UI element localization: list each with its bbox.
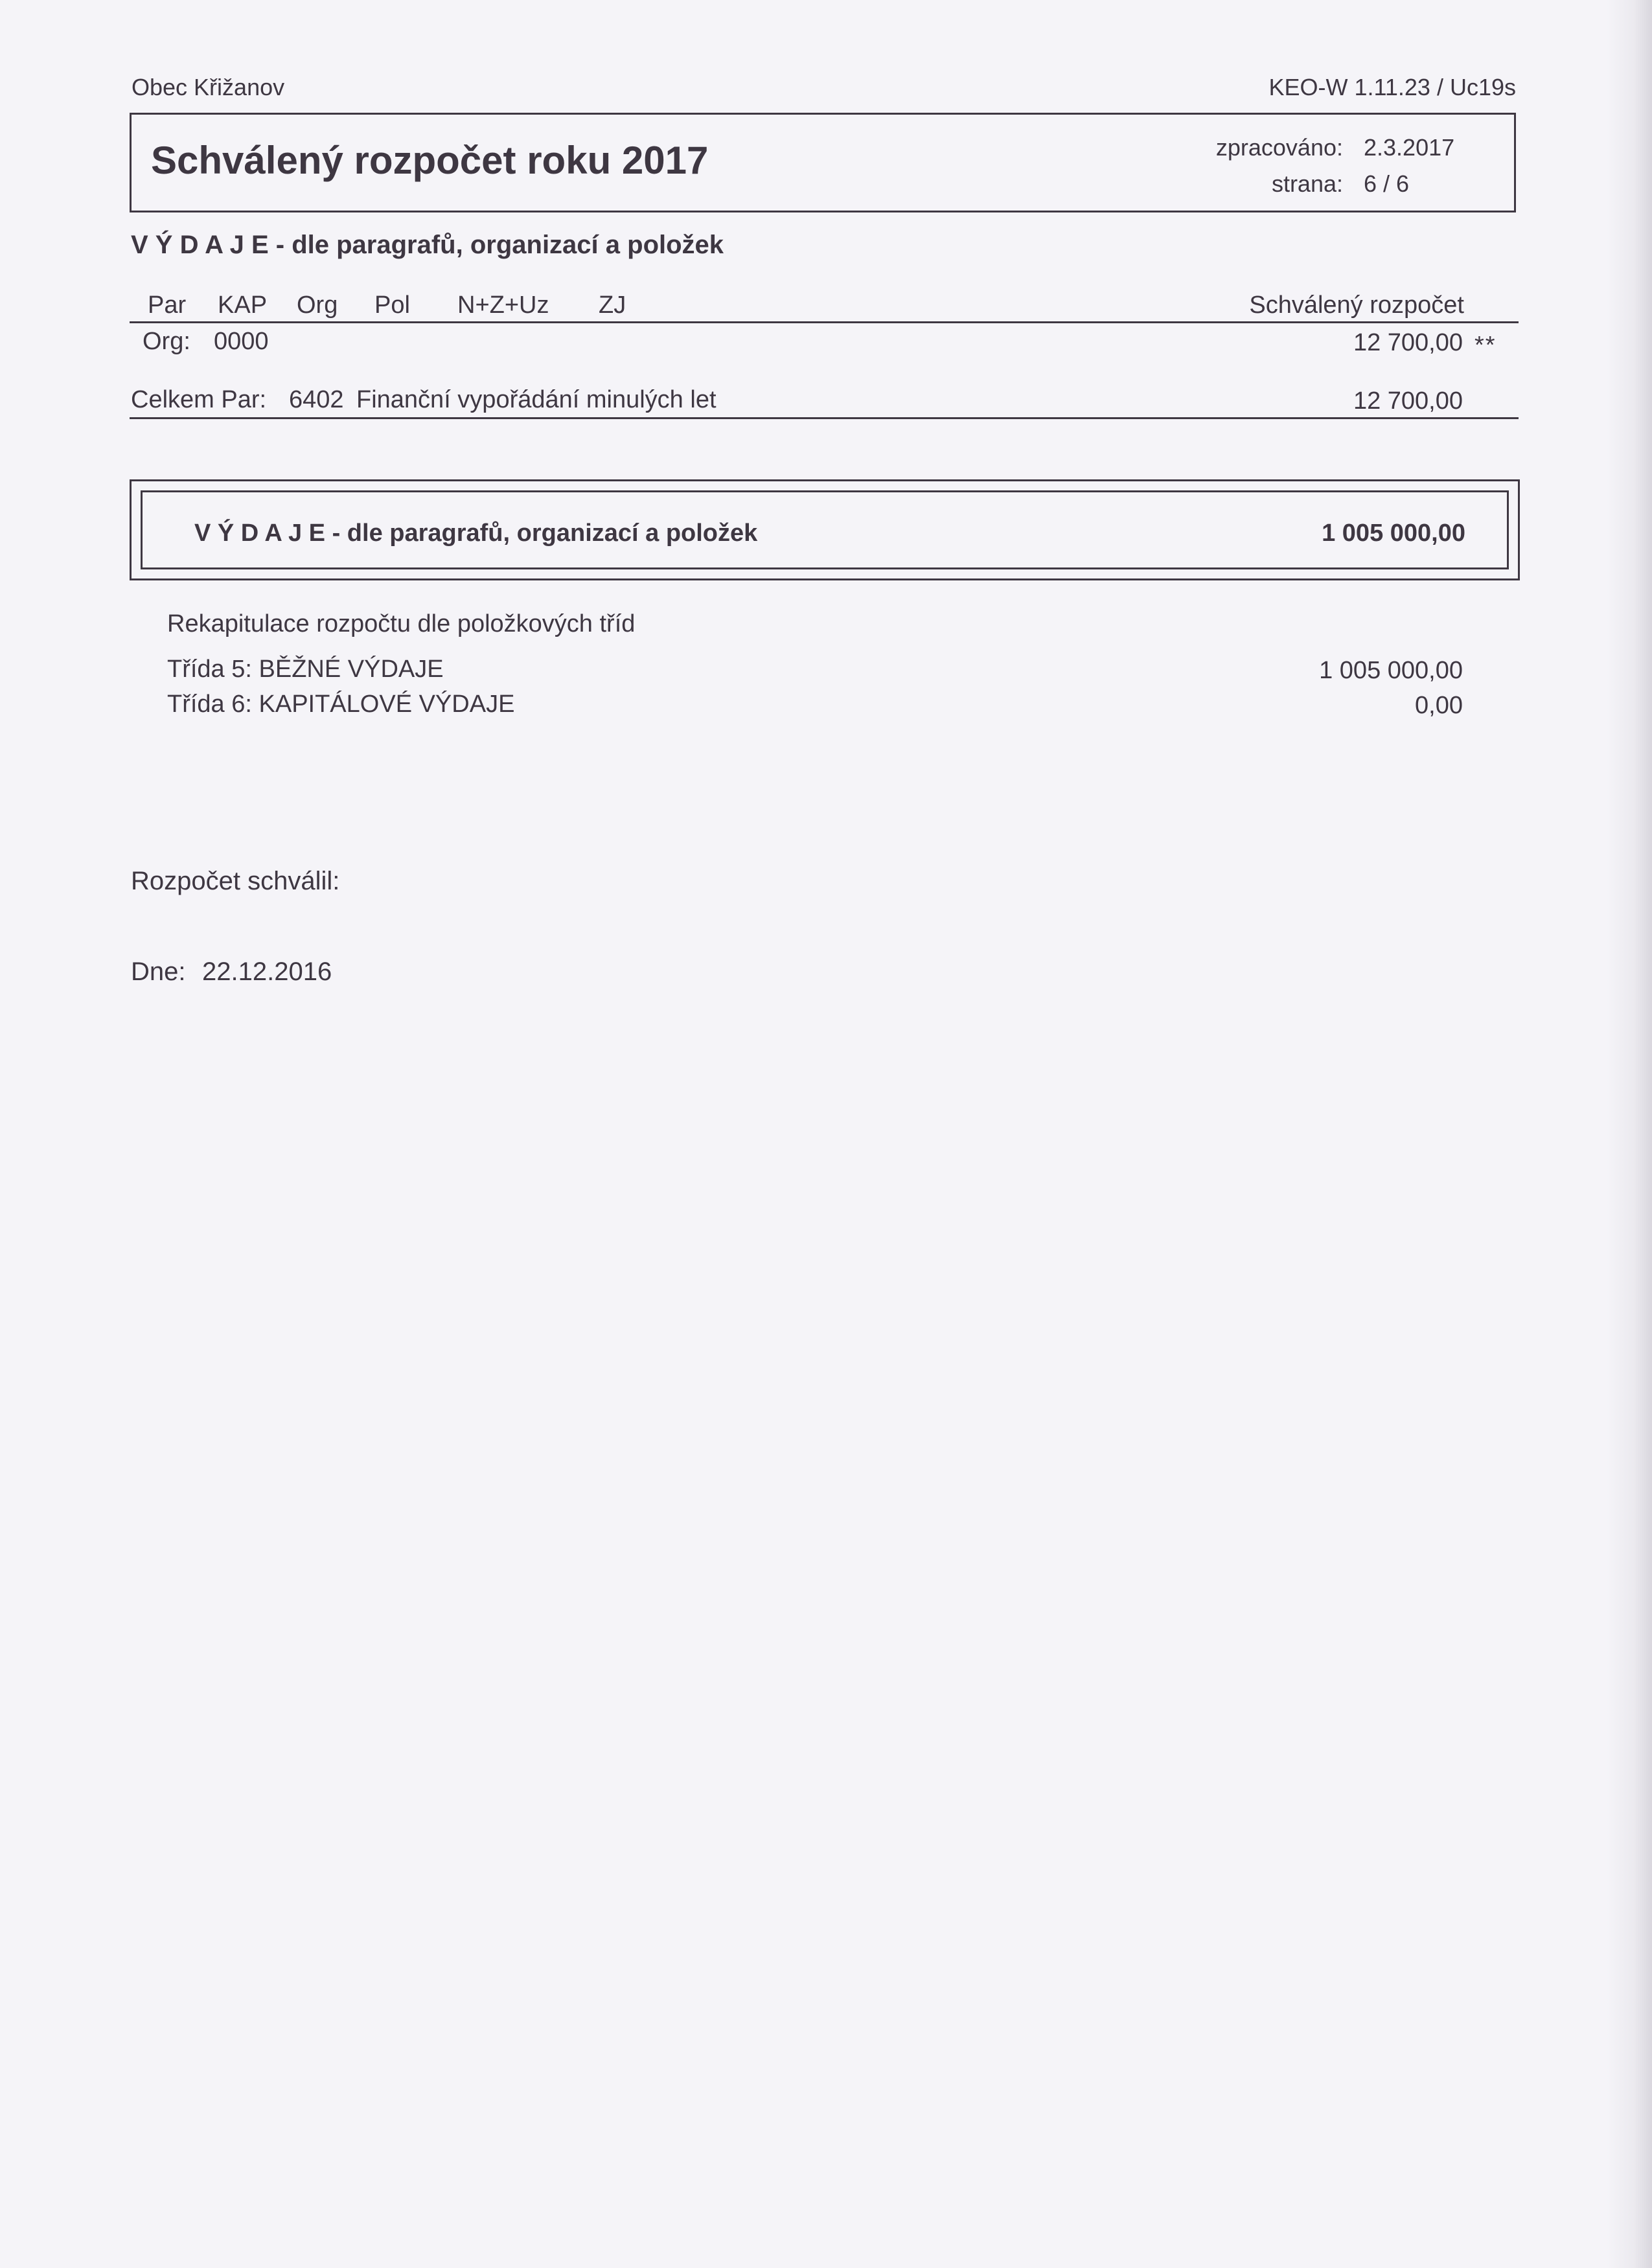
processed-date: 2.3.2017 xyxy=(1364,134,1455,161)
column-approved-budget: Schválený rozpočet xyxy=(1249,292,1464,319)
summary-inner-box xyxy=(141,490,1509,569)
summary-label: V Ý D A J E - dle paragrafů, organizací a položek xyxy=(194,520,758,547)
header-rule xyxy=(130,321,1519,323)
software-version: KEO-W 1.11.23 / Uc19s xyxy=(1268,74,1516,100)
total-par-amount: 12 700,00 xyxy=(1353,387,1463,415)
column-pol: Pol xyxy=(374,292,410,319)
summary-amount: 1 005 000,00 xyxy=(1322,520,1465,547)
document-title: Schválený rozpočet roku 2017 xyxy=(151,139,709,182)
date-value: 22.12.2016 xyxy=(202,957,332,986)
column-nzuz: N+Z+Uz xyxy=(457,292,549,319)
column-org: Org xyxy=(297,292,338,319)
total-rule xyxy=(130,417,1519,419)
column-par: Par xyxy=(148,292,187,319)
page-number: 6 / 6 xyxy=(1364,170,1410,197)
municipality-name: Obec Křižanov xyxy=(132,74,285,100)
column-kap: KAP xyxy=(218,292,268,319)
summary-box xyxy=(130,479,1520,580)
recap-row-amount: 1 005 000,00 xyxy=(1319,657,1463,684)
org-marker: ** xyxy=(1474,332,1497,359)
scan-edge-shadow xyxy=(1607,0,1652,2268)
org-label: Org: xyxy=(143,328,190,355)
total-par-label: Celkem Par: xyxy=(131,386,267,413)
title-box xyxy=(130,113,1516,212)
approved-by-label: Rozpočet schválil: xyxy=(131,867,340,895)
processed-label: zpracováno: xyxy=(1215,134,1343,161)
section-title: V Ý D A J E - dle paragrafů, organizací a položek xyxy=(131,231,724,259)
total-par-name: Finanční vypořádání minulých let xyxy=(356,386,717,413)
page-label: strana: xyxy=(1271,170,1343,197)
recap-row-label: Třída 6: KAPITÁLOVÉ VÝDAJE xyxy=(167,691,515,718)
date-label: Dne: xyxy=(131,957,186,986)
recap-row-label: Třída 5: BĚŽNÉ VÝDAJE xyxy=(167,656,444,683)
total-par-code: 6402 xyxy=(289,386,344,413)
org-amount: 12 700,00 xyxy=(1353,329,1463,356)
org-code: 0000 xyxy=(214,328,269,355)
column-zj: ZJ xyxy=(599,292,626,319)
recap-row-amount: 0,00 xyxy=(1415,692,1463,719)
recap-title: Rekapitulace rozpočtu dle položkových tříd xyxy=(167,610,636,637)
